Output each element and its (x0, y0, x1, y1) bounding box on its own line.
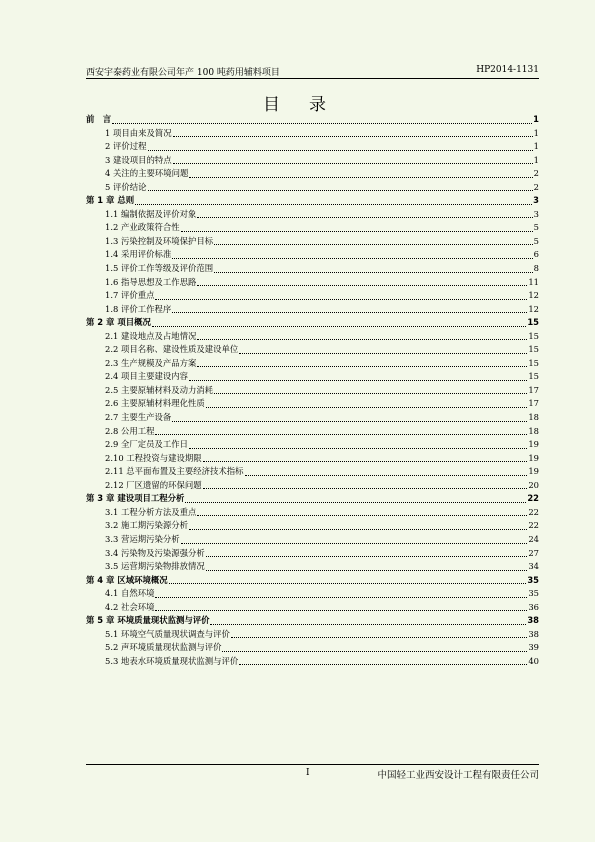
toc-dot-leader (210, 624, 526, 625)
toc-entry-label: 第 3 章 建设项目工程分析 (86, 493, 185, 504)
toc-chapter-entry[interactable] (86, 614, 539, 628)
toc-entry-label: 1.8 评价工作程序 (105, 303, 172, 314)
page-header (86, 62, 539, 79)
toc-entry-page: 27 (528, 547, 539, 558)
toc-entry-page: 39 (528, 642, 539, 653)
toc-section-entry[interactable] (86, 208, 539, 222)
table-of-contents (86, 113, 539, 668)
toc-section-entry[interactable] (86, 533, 539, 547)
toc-entry-label: 1.3 污染控制及环境保护目标 (105, 235, 214, 246)
toc-section-entry[interactable] (86, 601, 539, 615)
toc-dot-leader (189, 448, 527, 449)
toc-entry-page: 1 (533, 114, 539, 124)
toc-dot-leader (148, 150, 533, 151)
toc-dot-leader (231, 637, 527, 638)
toc-section-entry[interactable] (86, 397, 539, 411)
toc-section-entry[interactable] (86, 547, 539, 561)
toc-section-entry[interactable] (86, 519, 539, 533)
toc-section-entry[interactable] (86, 628, 539, 642)
toc-entry-page: 18 (528, 425, 539, 436)
toc-dot-leader (206, 570, 528, 571)
toc-dot-leader (197, 339, 527, 340)
toc-dot-leader (214, 244, 533, 245)
toc-entry-page: 15 (528, 357, 539, 368)
toc-dot-leader (172, 258, 532, 259)
toc-entry-label: 前 言 (86, 114, 112, 124)
toc-section-entry[interactable] (86, 140, 539, 154)
toc-section-entry[interactable] (86, 641, 539, 655)
toc-section-entry[interactable] (86, 167, 539, 181)
toc-entry-label: 2.8 公用工程 (105, 425, 155, 436)
toc-section-entry[interactable] (86, 560, 539, 574)
toc-title: 目 录 (263, 95, 332, 115)
toc-dot-leader (152, 326, 527, 327)
toc-entry-page: 15 (528, 344, 539, 355)
toc-entry-label: 1.4 采用评价标准 (105, 249, 172, 260)
toc-entry-page: 35 (528, 588, 539, 599)
toc-dot-leader (172, 421, 527, 422)
toc-entry-label: 2.11 总平面布置及主要经济技术指标 (105, 466, 244, 477)
toc-entry-label: 3.5 运营期污染物排放情况 (105, 561, 205, 572)
toc-entry-page: 1 (533, 154, 539, 165)
toc-entry-page: 17 (528, 398, 539, 409)
toc-section-entry[interactable] (86, 506, 539, 520)
toc-entry-page: 1 (533, 127, 539, 138)
toc-entry-page: 2 (533, 181, 539, 192)
toc-dot-leader (214, 393, 527, 394)
toc-section-entry[interactable] (86, 479, 539, 493)
toc-dot-leader (173, 136, 533, 137)
toc-section-entry[interactable] (86, 655, 539, 669)
toc-entry-page: 22 (527, 493, 539, 504)
toc-entry-page: 19 (528, 466, 539, 477)
toc-dot-leader (155, 434, 527, 435)
toc-dot-leader (239, 353, 527, 354)
toc-entry-page: 34 (528, 561, 539, 572)
toc-entry-page: 12 (528, 303, 539, 314)
toc-entry-label: 5.2 声环境质量现状监测与评价 (105, 642, 222, 653)
toc-dot-leader (189, 177, 532, 178)
toc-entry-label: 3.2 施工期污染源分析 (105, 520, 188, 531)
toc-entry-page: 18 (528, 412, 539, 423)
toc-section-entry[interactable] (86, 438, 539, 452)
toc-dot-leader (155, 299, 527, 300)
toc-dot-leader (189, 529, 527, 530)
toc-chapter-entry[interactable] (86, 492, 539, 506)
toc-section-entry[interactable] (86, 384, 539, 398)
toc-section-entry[interactable] (86, 330, 539, 344)
toc-dot-leader (203, 461, 528, 462)
footer-page-number: I (306, 768, 310, 778)
toc-entry-page: 38 (528, 628, 539, 639)
toc-entry-label: 4.2 社会环境 (105, 601, 155, 612)
toc-section-entry[interactable] (86, 465, 539, 479)
toc-dot-leader (181, 543, 528, 544)
toc-entry-label: 2.10 工程投资与建设期限 (105, 452, 202, 463)
toc-dot-leader (203, 488, 528, 489)
toc-entry-label: 1.7 评价重点 (105, 290, 155, 301)
toc-dot-leader (197, 515, 527, 516)
toc-dot-leader (148, 190, 533, 191)
toc-chapter-entry[interactable] (86, 316, 539, 330)
footer-organization: 中国轻工业西安设计工程有限责任公司 (377, 770, 539, 781)
toc-entry-label: 1.6 指导思想及工作思路 (105, 276, 197, 287)
toc-entry-page: 15 (528, 371, 539, 382)
toc-entry-page: 3 (533, 208, 539, 219)
toc-dot-leader (173, 163, 533, 164)
toc-entry-label: 2.12 厂区遗留的环保问题 (105, 479, 202, 490)
toc-entry-page: 22 (528, 520, 539, 531)
toc-dot-leader (172, 312, 527, 313)
toc-section-entry[interactable] (86, 289, 539, 303)
toc-entry-label: 3.3 营运期污染分析 (105, 533, 180, 544)
toc-section-entry[interactable] (86, 181, 539, 195)
toc-dot-leader (239, 664, 527, 665)
toc-entry-label: 3.4 污染物及污染源强分析 (105, 547, 205, 558)
toc-section-entry[interactable] (86, 425, 539, 439)
toc-entry-label: 2.6 主要原辅材料理化性质 (105, 398, 205, 409)
toc-section-entry[interactable] (86, 235, 539, 249)
toc-entry-label: 5 评价结论 (105, 181, 147, 192)
toc-entry-label: 1.5 评价工作等级及评价范围 (105, 263, 214, 274)
toc-entry-label: 第 4 章 区域环境概况 (86, 574, 168, 585)
toc-entry-page: 8 (533, 263, 539, 274)
toc-entry-page: 17 (528, 384, 539, 395)
toc-entry-label: 2.2 项目名称、建设性质及建设单位 (105, 344, 239, 355)
toc-dot-leader (197, 285, 527, 286)
toc-entry-label: 1 项目由来及简况 (105, 127, 172, 138)
toc-section-entry[interactable] (86, 411, 539, 425)
footer-divider (86, 764, 539, 765)
toc-entry-page: 24 (528, 533, 539, 544)
toc-entry-label: 2.9 全厂定员及工作日 (105, 439, 188, 450)
toc-dot-leader (112, 123, 532, 124)
toc-entry-label: 2.1 建设地点及占地情况 (105, 330, 197, 341)
toc-dot-leader (155, 597, 527, 598)
toc-entry-page: 5 (533, 222, 539, 233)
toc-entry-page: 3 (533, 195, 539, 206)
toc-section-entry[interactable] (86, 357, 539, 371)
toc-entry-page: 20 (528, 479, 539, 490)
toc-section-entry[interactable] (86, 154, 539, 168)
toc-entry-label: 4 关注的主要环境问题 (105, 168, 189, 179)
toc-section-entry[interactable] (86, 276, 539, 290)
toc-section-entry[interactable] (86, 587, 539, 601)
toc-chapter-entry[interactable] (86, 113, 539, 127)
toc-entry-label: 2.5 主要原辅材料及动力消耗 (105, 384, 214, 395)
toc-section-entry[interactable] (86, 127, 539, 141)
toc-dot-leader (181, 231, 533, 232)
toc-dot-leader (214, 272, 533, 273)
toc-entry-page: 19 (528, 452, 539, 463)
toc-entry-label: 3.1 工程分析方法及重点 (105, 506, 197, 517)
toc-entry-label: 第 5 章 环境质量现状监测与评价 (86, 615, 210, 626)
toc-entry-label: 2.7 主要生产设备 (105, 412, 172, 423)
toc-entry-page: 22 (528, 506, 539, 517)
toc-entry-label: 2 评价过程 (105, 141, 147, 152)
toc-entry-label: 第 1 章 总则 (86, 195, 135, 206)
toc-section-entry[interactable] (86, 452, 539, 466)
toc-dot-leader (222, 651, 527, 652)
toc-entry-label: 2.4 项目主要建设内容 (105, 371, 188, 382)
toc-dot-leader (206, 407, 528, 408)
toc-dot-leader (197, 366, 527, 367)
toc-chapter-entry[interactable] (86, 574, 539, 588)
toc-section-entry[interactable] (86, 262, 539, 276)
toc-entry-label: 1.1 编制依据及评价对象 (105, 208, 197, 219)
toc-chapter-entry[interactable] (86, 194, 539, 208)
toc-dot-leader (206, 556, 528, 557)
header-project-title: 西安宇泰药业有限公司年产 100 吨药用辅料项目 (86, 68, 280, 78)
toc-entry-label: 1.2 产业政策符合性 (105, 222, 180, 233)
toc-dot-leader (155, 610, 527, 611)
toc-section-entry[interactable] (86, 343, 539, 357)
toc-entry-label: 3 建设项目的特点 (105, 154, 172, 165)
toc-entry-page: 40 (528, 655, 539, 666)
toc-entry-label: 2.3 生产规模及产品方案 (105, 357, 197, 368)
toc-section-entry[interactable] (86, 248, 539, 262)
toc-entry-label: 5.3 地表水环境质量现状监测与评价 (105, 655, 239, 666)
header-document-code: HP2014-1131 (476, 65, 539, 75)
toc-entry-label: 5.1 环境空气质量现状调查与评价 (105, 628, 230, 639)
toc-entry-page: 19 (528, 439, 539, 450)
toc-entry-label: 4.1 自然环境 (105, 588, 155, 599)
toc-entry-page: 35 (527, 574, 539, 585)
toc-entry-page: 11 (528, 276, 539, 287)
toc-dot-leader (185, 502, 526, 503)
toc-entry-page: 6 (533, 249, 539, 260)
toc-entry-page: 2 (533, 168, 539, 179)
toc-dot-leader (189, 380, 527, 381)
toc-entry-page: 36 (528, 601, 539, 612)
toc-dot-leader (245, 475, 528, 476)
toc-entry-page: 15 (528, 330, 539, 341)
toc-entry-page: 5 (533, 235, 539, 246)
toc-section-entry[interactable] (86, 221, 539, 235)
toc-dot-leader (197, 217, 532, 218)
toc-section-entry[interactable] (86, 370, 539, 384)
toc-section-entry[interactable] (86, 303, 539, 317)
toc-entry-page: 38 (527, 615, 539, 626)
toc-entry-label: 第 2 章 项目概况 (86, 317, 151, 328)
toc-dot-leader (135, 204, 532, 205)
toc-entry-page: 12 (528, 290, 539, 301)
toc-entry-page: 1 (533, 141, 539, 152)
toc-entry-page: 15 (527, 317, 539, 328)
toc-dot-leader (169, 583, 527, 584)
